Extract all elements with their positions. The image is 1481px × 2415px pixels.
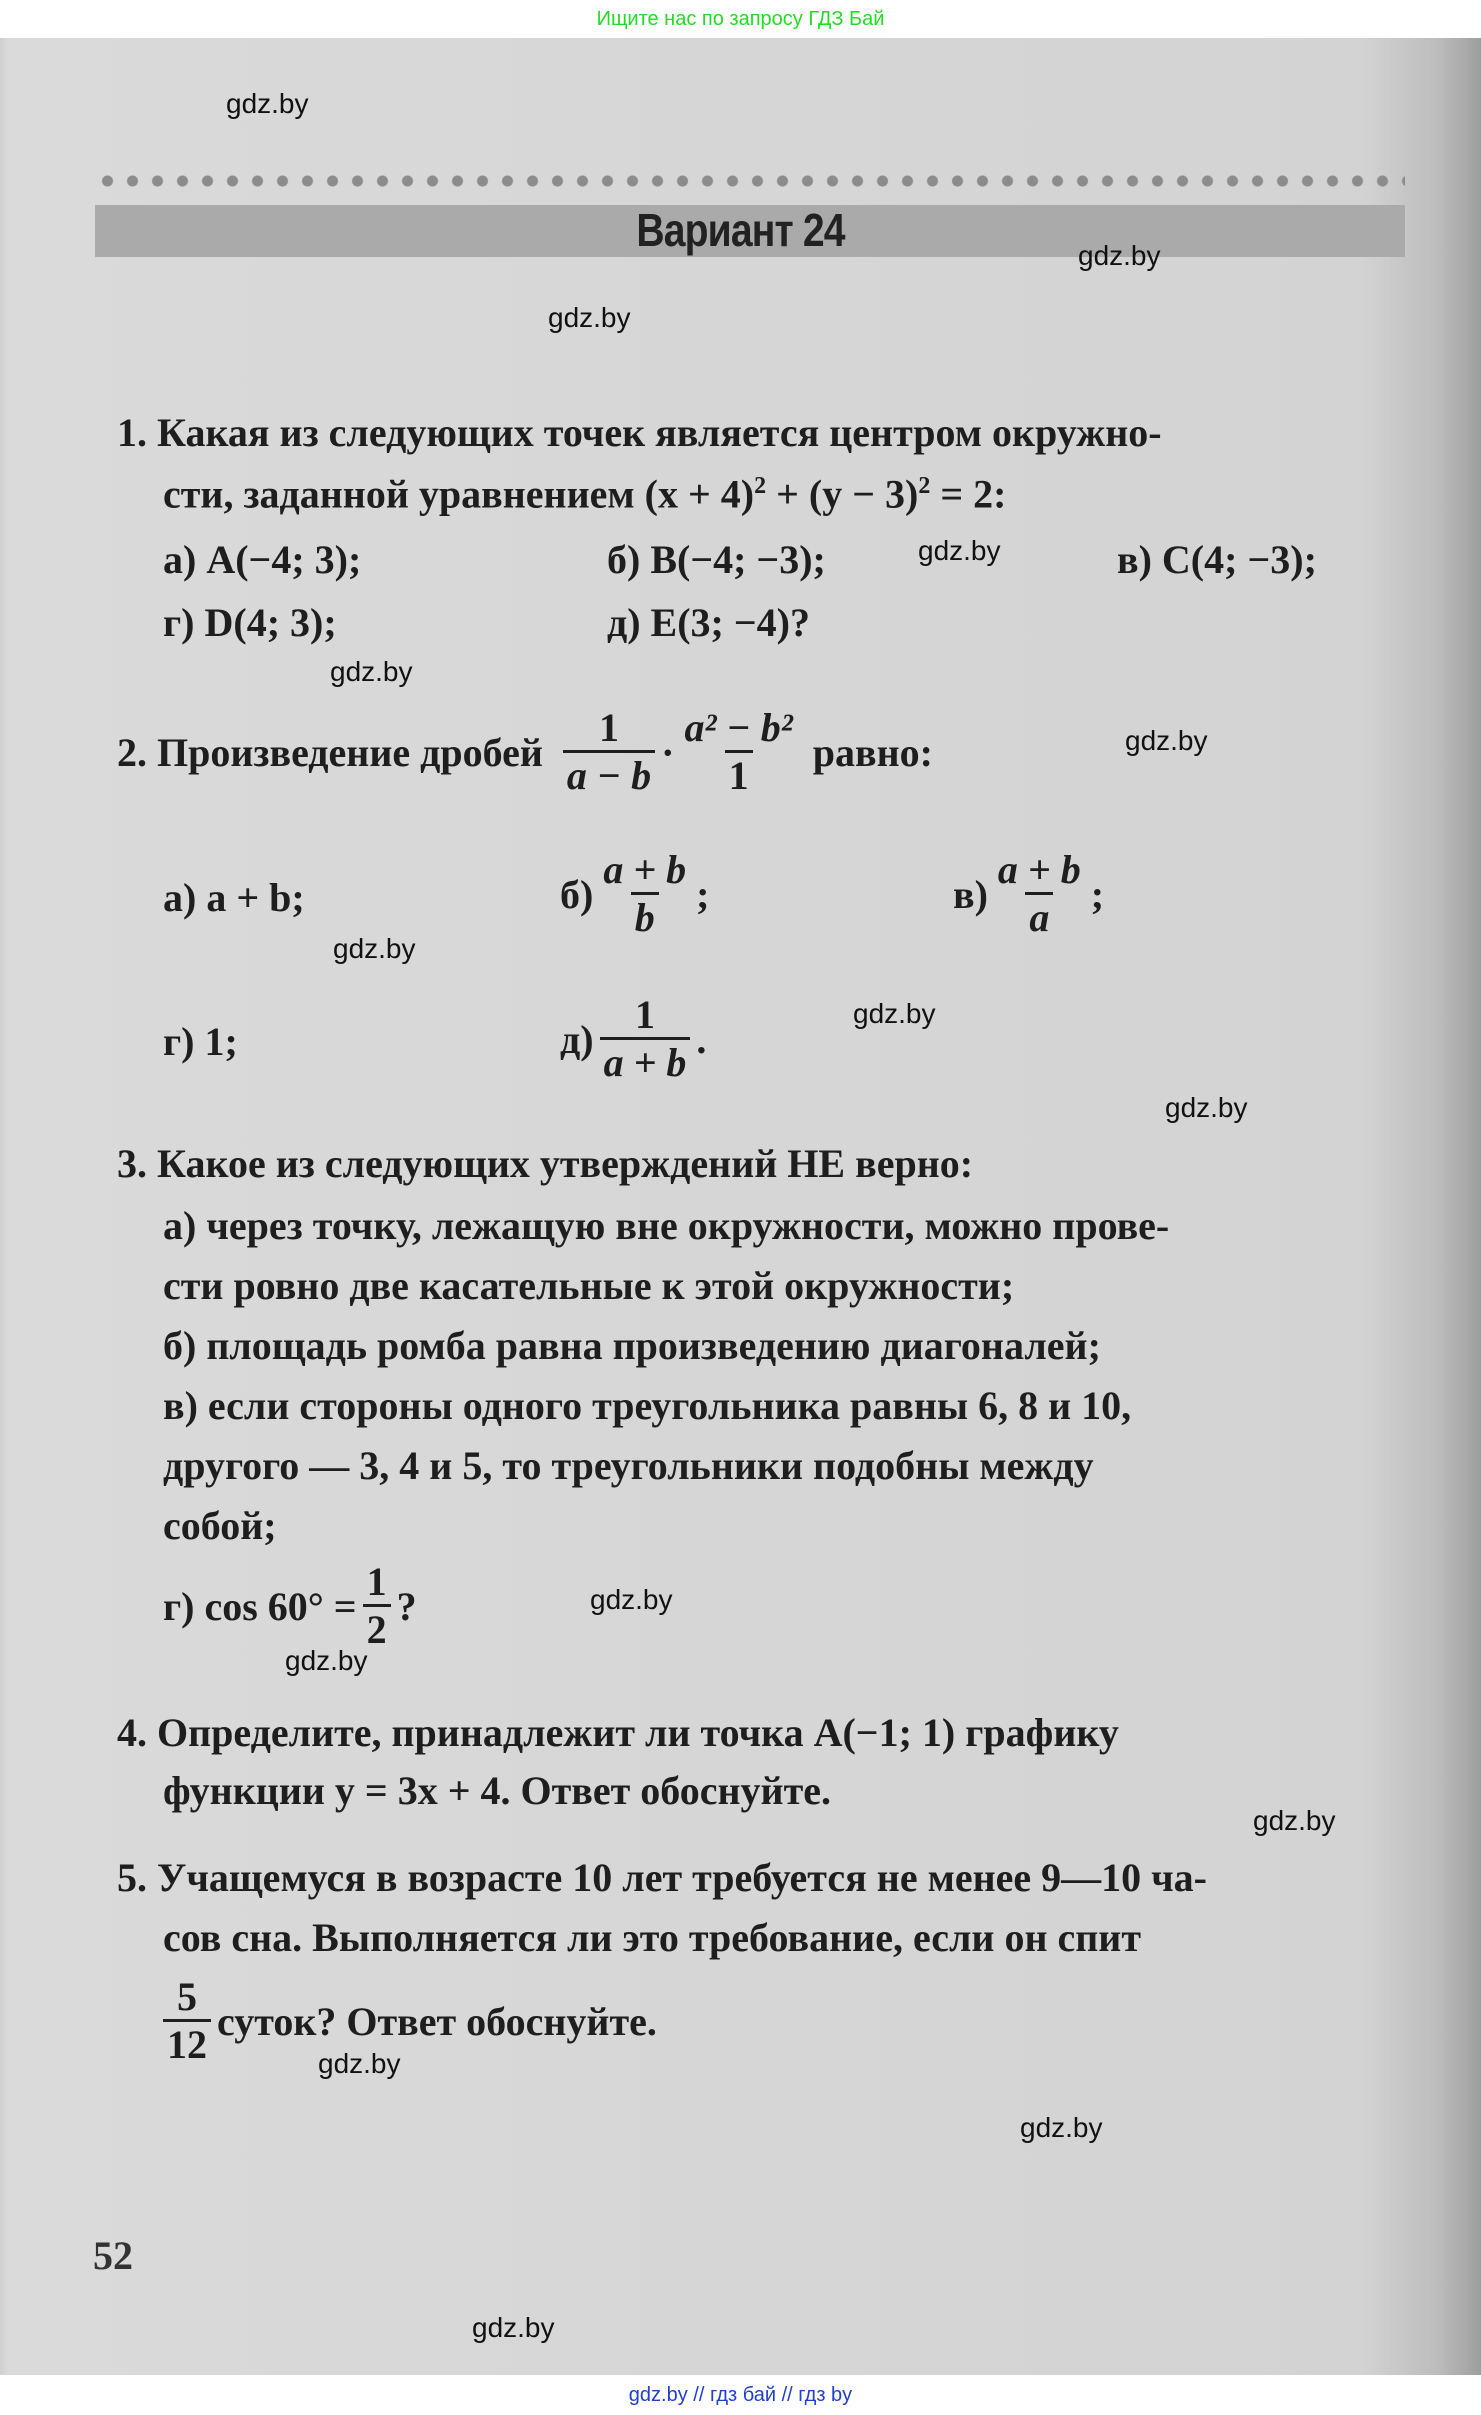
question-number: 1. [117, 410, 147, 455]
denominator: 12 [163, 2019, 211, 2068]
question-5-line-1 [117, 1855, 1207, 1900]
question-4-line-1 [117, 1710, 1119, 1755]
fraction [600, 993, 691, 1086]
numerator: a² − b² [684, 705, 793, 750]
watermark: gdz.by [548, 302, 631, 333]
numerator: 1 [634, 992, 655, 1037]
watermark: gdz.by [1020, 2112, 1103, 2143]
question-number: 3. [117, 1141, 147, 1186]
punctuation: ; [1090, 871, 1105, 917]
question-text: сти, заданной уравнением [163, 471, 635, 517]
question-number: 5. [117, 1855, 147, 1900]
option-2b [560, 848, 709, 941]
option-label: г) cos 60° = [163, 1583, 357, 1629]
option-label: б) [560, 871, 594, 917]
fraction [994, 848, 1085, 941]
fraction-one-half [363, 1560, 391, 1653]
question-2-line [117, 706, 933, 799]
option-3b: б) площадь ромба равна произведению диагоналей; [163, 1323, 1101, 1368]
equation-part: + (y − 3) [766, 471, 919, 517]
watermark: gdz.by [333, 933, 416, 964]
punctuation: ; [696, 871, 710, 917]
question-number: 4. [117, 1710, 147, 1755]
question-text: Произведение дробей [157, 729, 543, 775]
option-1g: г) D(4; 3); [163, 600, 337, 645]
fraction-1-over-a-minus-b [563, 706, 655, 799]
watermark: gdz.by [472, 2312, 555, 2343]
option-2v [953, 848, 1104, 941]
bottom-banner [0, 2375, 1481, 2415]
equation-part: (x + 4) [644, 471, 755, 517]
question-5-line-2: сов сна. Выполняется ли это требование, если он спит [163, 1915, 1141, 1960]
question-4-line-2: функции y = 3x + 4. Ответ обоснуйте. [163, 1768, 831, 1813]
numerator: 1 [366, 1559, 387, 1604]
watermark: gdz.by [1078, 240, 1161, 271]
decorative-dots-divider [95, 174, 1405, 188]
numerator: 1 [599, 705, 620, 750]
question-text: равно: [812, 729, 933, 775]
denominator: 2 [363, 1604, 391, 1653]
option-3a-line-2: сти ровно две касательные к этой окружности; [163, 1263, 1015, 1308]
page-number: 52 [93, 2233, 133, 2278]
watermark: gdz.by [853, 998, 936, 1029]
option-3v-line-3: собой; [163, 1503, 277, 1548]
question-1-line-1 [117, 410, 1162, 455]
fraction-5-12 [163, 1975, 211, 2068]
page-title: Вариант 24 [636, 204, 845, 256]
watermark: gdz.by [1165, 1092, 1248, 1123]
question-text: Учащемуся в возрасте 10 лет требуется не менее 9—10 ча- [157, 1855, 1207, 1900]
exponent: 2 [754, 473, 767, 499]
watermark: gdz.by [918, 535, 1001, 566]
watermark: gdz.by [590, 1584, 673, 1615]
top-banner [0, 0, 1481, 38]
option-2d [560, 993, 706, 1086]
equation-part: = 2: [930, 471, 1007, 517]
watermark: gdz.by [1253, 1805, 1336, 1836]
option-3v-line-2: другого — 3, 4 и 5, то треугольники подобны между [163, 1443, 1094, 1488]
denominator: b [631, 892, 659, 941]
punctuation: . [696, 1016, 707, 1062]
question-text: Какая из следующих точек является центром окружно- [157, 410, 1162, 455]
option-label: в) [953, 871, 988, 917]
numerator: a + b [603, 847, 687, 892]
option-1b: б) B(−4; −3); [607, 537, 826, 582]
exponent: 2 [918, 473, 931, 499]
watermark: gdz.by [226, 88, 309, 119]
question-number: 2. [117, 729, 147, 775]
punctuation: ? [396, 1583, 417, 1629]
watermark: gdz.by [1125, 725, 1208, 756]
fraction [599, 848, 690, 941]
denominator: 1 [725, 750, 753, 799]
numerator: a + b [997, 847, 1081, 892]
option-2a: а) a + b; [163, 875, 305, 920]
option-1a: а) A(−4; 3); [163, 537, 362, 582]
denominator: a + b [600, 1037, 691, 1086]
watermark: gdz.by [285, 1645, 368, 1676]
question-text: Определите, принадлежит ли точка A(−1; 1) графику [157, 1710, 1119, 1755]
option-3g [163, 1560, 417, 1653]
search-hint-text: Ищите нас по запросу ГДЗ Бай [596, 7, 885, 30]
question-3-line [117, 1141, 974, 1186]
question-5-line-3 [163, 1975, 657, 2068]
option-label: д) [560, 1016, 594, 1062]
option-3v-line-1: в) если стороны одного треугольника равны 6, 8 и 10, [163, 1383, 1132, 1428]
question-text: Какое из следующих утверждений НЕ верно: [157, 1141, 974, 1186]
question-text: суток? Ответ обоснуйте. [217, 1998, 657, 2044]
numerator: 5 [177, 1974, 197, 2019]
denominator: a [1025, 892, 1053, 941]
watermark: gdz.by [318, 2048, 401, 2079]
fraction-a2-b2 [681, 706, 797, 799]
multiply-dot: · [661, 729, 675, 775]
footer-links-text[interactable]: gdz.by // гдз бай // гдз by [628, 2383, 853, 2406]
option-2g: г) 1; [163, 1019, 238, 1064]
option-3a-line-1: а) через точку, лежащую вне окружности, можно прове- [163, 1203, 1170, 1248]
option-1d: д) E(3; −4)? [607, 600, 810, 645]
denominator: a − b [563, 750, 655, 799]
question-1-line-2 [163, 471, 1007, 517]
option-1v: в) C(4; −3); [1117, 537, 1317, 582]
watermark: gdz.by [330, 656, 413, 687]
